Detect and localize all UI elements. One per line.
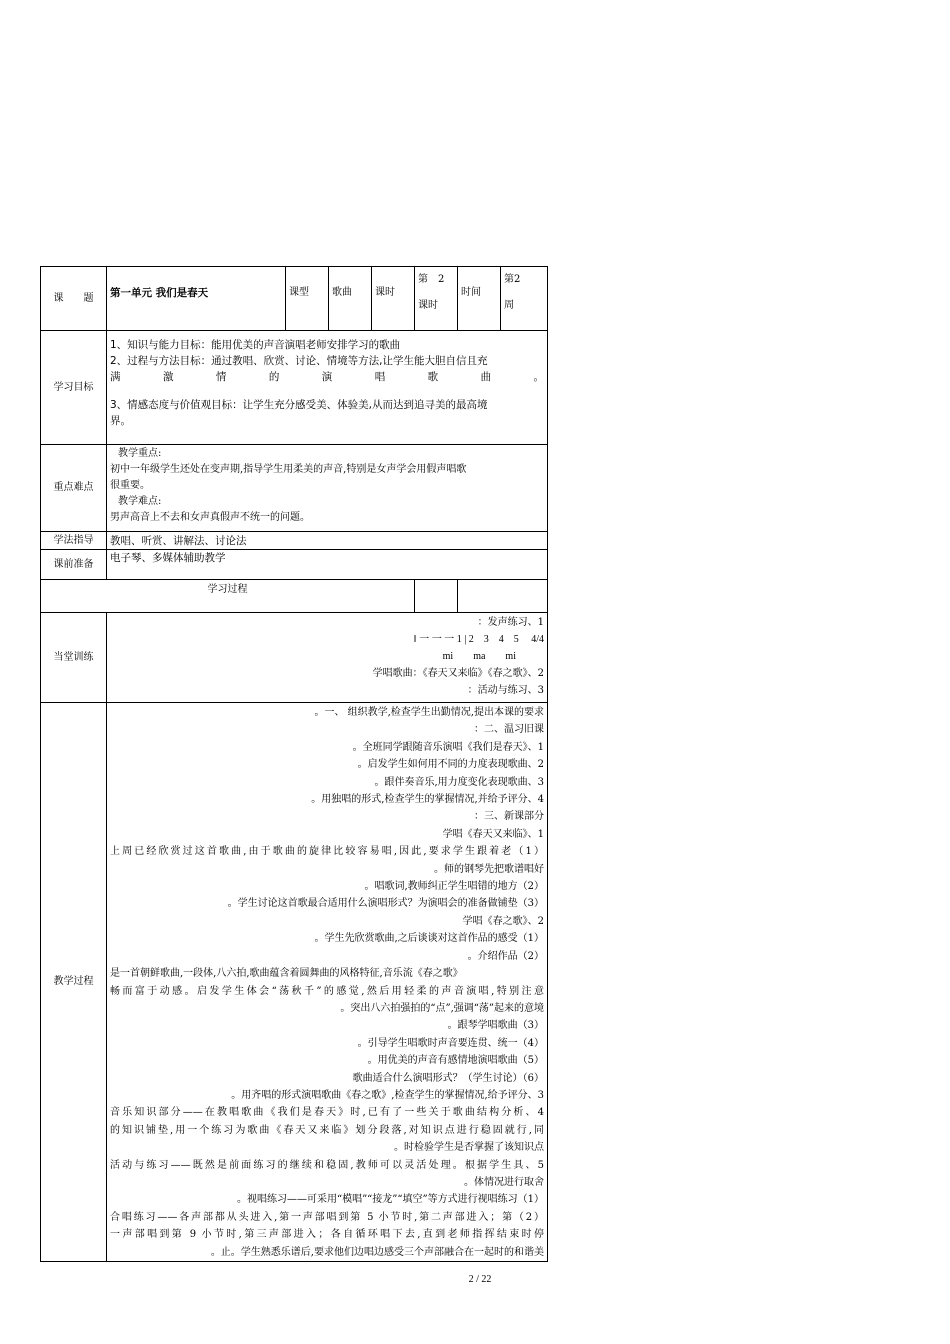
teaching-line: 。启发学生如何用不同的力度表现歌曲、2 — [357, 759, 544, 771]
goal-line: 界。 — [110, 415, 131, 427]
teaching-line: 。用优美的声音有感情地演唱歌曲（5） — [367, 1055, 544, 1067]
type-label: 课型 — [286, 267, 329, 331]
teaching-line: ：二、温习旧课 — [474, 724, 544, 736]
teaching-line: 。引导学生唱歌时声音要连贯、统一（4） — [357, 1037, 544, 1049]
teaching-line: 是一首朝鲜歌曲,一段体,八六拍,歌曲蕴含着圆舞曲的风格特征,音乐流《春之歌》 — [110, 968, 463, 980]
method-value: 教唱、听赏、讲解法、讨论法 — [107, 532, 548, 550]
goal-line: 1、知识与能力目标：能用优美的声音演唱老师安排学习的歌曲 — [110, 339, 401, 351]
teaching-line: ：三、新课部分 — [474, 811, 544, 823]
training-line: 学唱歌曲：《春天又来临》《春之歌》、2 — [372, 668, 544, 679]
teaching-line: 学唱《春之歌》、2 — [462, 915, 544, 927]
teaching-line: 活动与练习——既然是前面练习的继续和稳固,教师可以灵活处理。根据学生具、5 — [110, 1159, 544, 1171]
process-header-row — [41, 580, 548, 613]
teaching-content — [107, 703, 548, 1262]
header-row — [41, 267, 548, 331]
teaching-line: 。用齐唱的形式演唱歌曲《春之歌》,检查学生的掌握情况,给予评分、3 — [231, 1089, 544, 1101]
teaching-row — [41, 703, 548, 1262]
prep-row — [41, 550, 548, 580]
teaching-line: 。学生讨论这首歌最合适用什么演唱形式？为演唱会的准备做铺垫（3） — [227, 898, 544, 910]
teaching-line: 。视唱练习——可采用“模唱”“接龙”“填空”等方式进行视唱练习（1） — [236, 1194, 544, 1206]
method-row — [41, 532, 548, 550]
teaching-line: 合唱练习——各声部都从头进入,第一声部唱到第 5 小节时,第二声部进入；第（2） — [110, 1211, 544, 1223]
goal-line: 2、过程与方法目标：通过教唱、欣赏、讨论、情境等方法,让学生能大胆自信且充 — [110, 355, 488, 367]
lesson-plan-table — [40, 266, 548, 1262]
teaching-line: 畅而富于动感。启发学生体会“荡秋千”的感觉,然后用轻柔的声音演唱,特别注意 — [110, 985, 544, 997]
goals-row — [41, 331, 548, 445]
goals-content — [107, 331, 548, 445]
teaching-line: 。唱歌词,教师纠正学生唱错的地方（2） — [364, 881, 544, 893]
training-content — [107, 613, 548, 703]
keypoint-line: 教学难点: — [118, 496, 162, 507]
teaching-line: 歌曲适合什么演唱形式？（学生讨论）（6） — [352, 1072, 544, 1084]
type-value: 歌曲 — [329, 267, 372, 331]
goal-spread-line: 满 激 情 的 演 唱 歌 曲 。 — [110, 371, 544, 383]
teaching-line: 音乐知识部分——在教唱歌曲《我们是春天》时,已有了一些关于歌曲结构分析、4 — [110, 1107, 544, 1119]
training-line: mi ma mi — [442, 651, 516, 662]
teaching-line: 一声部唱到第 9 小节时,第三声部进入；各自循环唱下去,直到老师指挥结束时停 — [110, 1229, 544, 1241]
training-line: ：发声练习、1 — [477, 617, 544, 628]
teaching-line: 上周已经欣赏过这首歌曲,由于歌曲的旋律比较容易唱,因此,要求学生跟着老（1） — [110, 846, 544, 858]
keypoint-line: 初中一年级学生还处在变声期,指导学生用柔美的声音,特别是女声学会用假声唱歌 — [110, 464, 467, 475]
keypoint-line: 男声高音上不去和女声真假声不统一的问题。 — [110, 512, 310, 523]
course-title: 第一单元 我们是春天 — [107, 267, 286, 331]
training-row — [41, 613, 548, 703]
teaching-line: 。介绍作品（2） — [467, 950, 544, 962]
process-header: 学习过程 — [41, 580, 415, 613]
time-label: 时间 — [458, 267, 501, 331]
hours-value: 第 2 课时 — [415, 267, 458, 331]
training-label: 当堂训练 — [41, 613, 107, 703]
teaching-line: 。用独唱的形式,检查学生的掌握情况,并给予评分、4 — [311, 794, 544, 806]
teaching-line: 。一、 组织教学,检查学生出勤情况,提出本课的要求 — [314, 707, 544, 718]
teaching-line: 。跟琴学唱歌曲（3） — [447, 1020, 544, 1032]
goal-line: 3、情感态度与价值观目标：让学生充分感受美、体验美,从而达到追寻美的最高境 — [110, 399, 488, 411]
goals-label: 学习目标 — [41, 331, 107, 445]
prep-label: 课前准备 — [41, 550, 107, 580]
teaching-line: 。全班同学跟随音乐演唱《我们是春天》、1 — [352, 741, 544, 753]
keypoint-line: 很重要。 — [110, 480, 150, 491]
hours-label: 课时 — [372, 267, 415, 331]
teaching-label: 教学过程 — [41, 703, 107, 1262]
teaching-line: 。师的钢琴先把歌谱唱好 — [434, 863, 544, 875]
course-label: 课 题 — [41, 267, 107, 331]
teaching-line: 。时检验学生是否掌握了该知识点 — [394, 1142, 544, 1154]
prep-value: 电子琴、多媒体辅助教学 — [107, 550, 548, 580]
week-value: 第2 周 — [501, 267, 548, 331]
method-label: 学法指导 — [41, 532, 107, 550]
teaching-line: 学唱《春天又来临》、1 — [442, 828, 544, 840]
teaching-line: 。止。学生熟悉乐谱后,要求他们边唱边感受三个声部融合在一起时的和谐美 — [210, 1246, 544, 1258]
teaching-line: 。学生先欣赏歌曲,之后谈谈对这首作品的感受（1） — [314, 933, 544, 945]
page-number: 2 / 22 — [468, 1274, 492, 1285]
keypoints-content — [107, 445, 548, 532]
keypoint-line: 教学重点: — [118, 448, 162, 459]
teaching-line: 。跟伴奏音乐,用力度变化表现歌曲、3 — [374, 776, 544, 788]
teaching-line: 。突出八六拍强拍的“点”,强调“荡”起来的意境 — [340, 1002, 544, 1014]
keypoints-label: 重点难点 — [41, 445, 107, 532]
training-line: ‖ 一 一 一 1 | 2 3 4 5 4/4 — [413, 634, 544, 645]
keypoints-row — [41, 445, 548, 532]
teaching-line: 的知识铺垫,用一个练习为歌曲《春天又来临》划分段落,对知识点进行稳固就行,同 — [110, 1124, 544, 1136]
training-line: ：活动与练习、3 — [467, 685, 544, 696]
teaching-line: 。体情况进行取舍 — [464, 1176, 544, 1188]
